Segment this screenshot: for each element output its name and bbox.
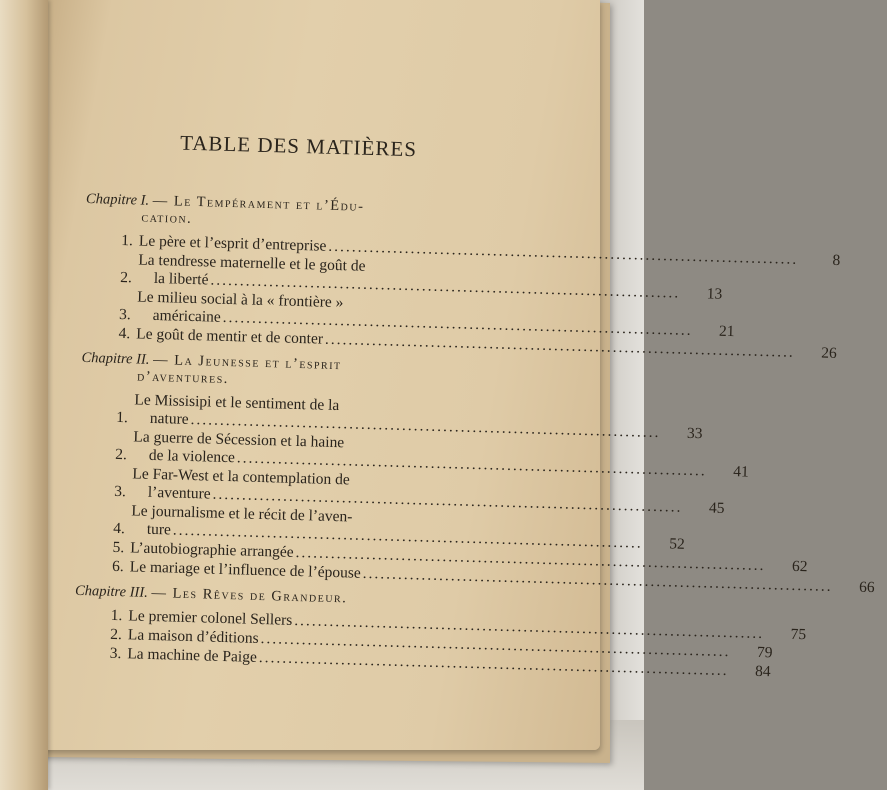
- entry-title: La guerre de Sécession et la haine: [133, 428, 345, 452]
- entry-title-continued: de la violence: [148, 446, 236, 467]
- entry-number: 1.: [121, 231, 134, 250]
- table-of-contents: [73, 128, 875, 682]
- entry-title: Le père et l’esprit d’entreprise: [138, 232, 327, 255]
- chapter-title: — Les Rêves de Grandeur.: [151, 584, 348, 607]
- page-number: 75: [790, 625, 807, 644]
- entry-title: Le Far-West et la contemplation de: [132, 465, 351, 489]
- page-number: 66: [858, 578, 875, 597]
- entry-title: La machine de Paige: [127, 645, 258, 666]
- entry-number: 1.: [110, 606, 123, 625]
- entry-number: 4.: [112, 519, 126, 538]
- chapter-heading: [85, 191, 508, 237]
- page-number: 33: [686, 424, 703, 443]
- chapter-title-continued: cation.: [141, 209, 193, 227]
- entry-title: Le mariage et l’influence de l’épouse: [129, 558, 362, 582]
- entry-number: 3.: [114, 482, 127, 501]
- entry-number: 3.: [118, 305, 132, 324]
- chapter-label: Chapitre III.: [74, 582, 149, 601]
- entry-title-continued: américaine: [152, 306, 221, 326]
- chapter-title: — La Jeunesse et l’esprit: [152, 351, 342, 374]
- chapter-label: Chapitre II.: [81, 349, 150, 368]
- chapter-label: Chapitre I.: [85, 190, 150, 209]
- entry-title: L’autobiographie arrangée: [130, 539, 294, 561]
- entry-title-continued: ture: [146, 520, 172, 539]
- chapter-heading: [81, 350, 504, 396]
- page-number: 62: [791, 557, 808, 576]
- entry-title: Le goût de mentir et de conter: [136, 325, 324, 348]
- entry-title-continued: nature: [149, 409, 189, 428]
- entry-number: 2.: [119, 268, 133, 287]
- page-number: 13: [706, 285, 723, 303]
- page-number: 21: [718, 322, 735, 341]
- chapter-title: — Le Tempérament et l’Édu-: [152, 192, 365, 215]
- entry-title-continued: l’aventure: [147, 483, 211, 503]
- page-title: TABLE DES MATIÈRES: [179, 130, 418, 162]
- entry-title: Le premier colonel Sellers: [128, 607, 293, 629]
- page-number: 84: [754, 662, 771, 681]
- entry-title: Le journalisme et le récit de l’aven-: [131, 502, 353, 526]
- page-number: 41: [732, 463, 749, 481]
- entry-number: 6.: [111, 557, 125, 576]
- entry-number: 3.: [109, 644, 122, 663]
- entry-title: Le milieu social à la « frontière »: [137, 288, 344, 312]
- entry-title: La tendresse maternelle et le goût de: [138, 251, 366, 275]
- page-number: 8: [832, 251, 841, 270]
- entry-title: Le Missisipi et le sentiment de la: [134, 391, 340, 415]
- entry-title-continued: la liberté: [153, 269, 209, 289]
- page-number: 52: [668, 535, 685, 553]
- page-number: 79: [756, 643, 773, 662]
- book-gutter: [0, 0, 48, 790]
- entry-number: 5.: [112, 538, 125, 557]
- entry-number: 2.: [110, 625, 123, 644]
- entry-number: 4.: [118, 324, 131, 343]
- entry-number: 2.: [115, 445, 128, 464]
- page-number: 45: [708, 499, 725, 517]
- chapter-list: [73, 190, 875, 681]
- chapter-title-continued: d’aventures.: [136, 368, 230, 388]
- entry-title: La maison d’éditions: [127, 626, 259, 647]
- entry-number: 1.: [116, 408, 129, 427]
- entry-list: [73, 606, 807, 681]
- page-number: 26: [821, 344, 838, 362]
